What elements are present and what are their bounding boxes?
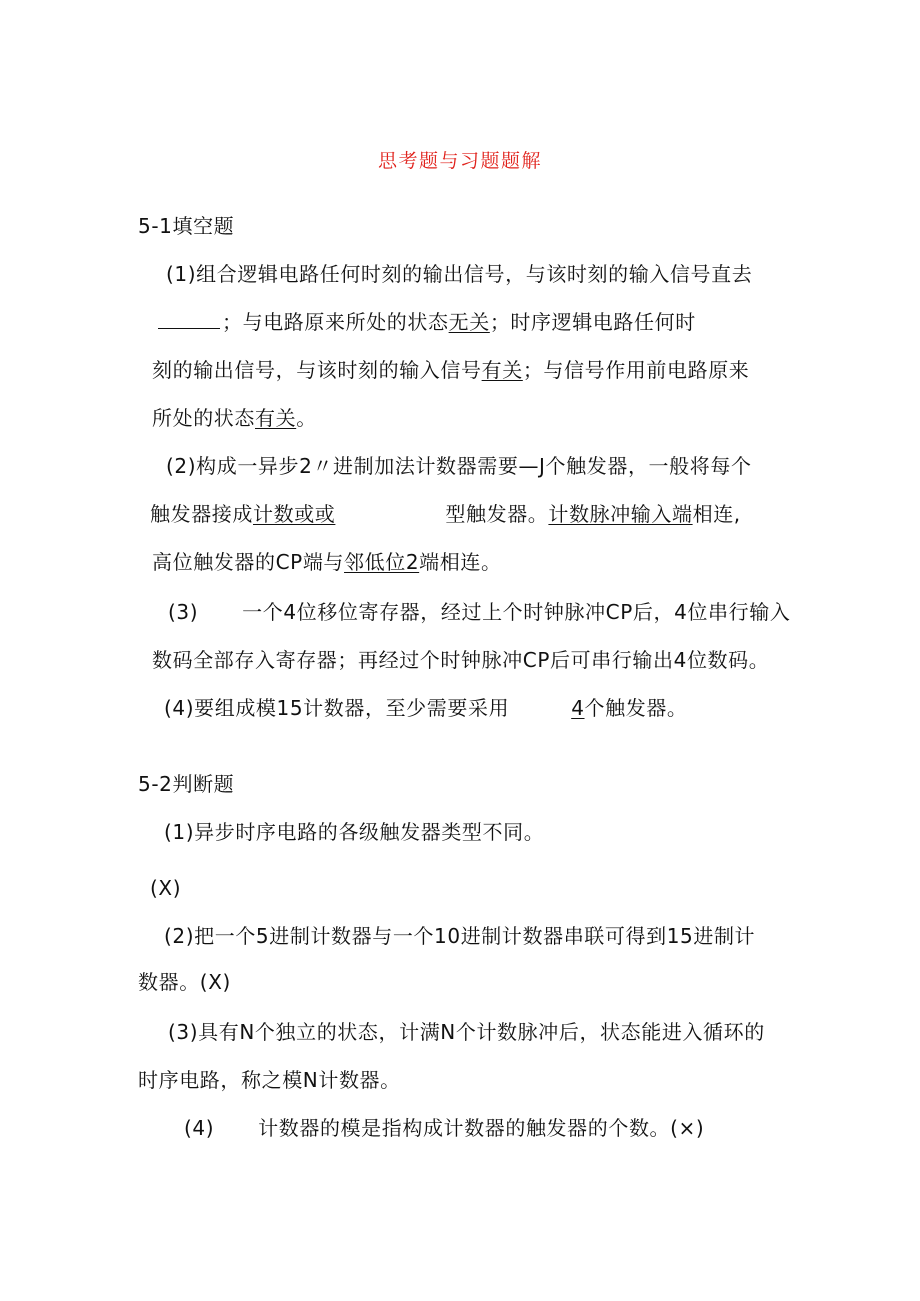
answer-underlined: 邻低位2 — [344, 550, 420, 574]
answer-underlined: 计数或或 — [253, 502, 336, 526]
answer-underlined: 有关 — [255, 406, 297, 430]
q2-line3: 高位触发器的CP端与邻低位2端相连。 — [152, 550, 502, 574]
page-title: 思考题与习题题解 — [377, 150, 542, 172]
j1-answer: (X) — [150, 876, 182, 900]
answer-underlined: 无关 — [448, 310, 490, 334]
q3-line2: 数码全部存入寄存器；再经过个时钟脉冲CP后可串行输出4位数码。 — [152, 648, 770, 672]
q1-line3: 刻的输出信号，与该时刻的输入信号有关；与信号作用前电路原来 — [152, 358, 750, 382]
answer-underlined: 4 — [571, 696, 585, 720]
answer-underlined: 有关 — [481, 358, 523, 382]
q1-line2: ；与电路原来所处的状态无关；时序逻辑电路任何时 — [158, 308, 696, 336]
q1-line1: (1)组合逻辑电路任何时刻的输出信号，与该时刻的输入信号直去 — [166, 262, 753, 286]
j3-line1: (3)具有N个独立的状态，计满N个计数脉冲后，状态能进入循环的 — [168, 1020, 765, 1044]
j3-line2: 时序电路，称之模N计数器。 — [138, 1068, 401, 1092]
answer-underlined: 计数脉冲输入端 — [548, 502, 693, 526]
q2-line2: 触发器接成计数或或 型触发器。计数脉冲输入端相连, — [150, 502, 741, 526]
j2-line1: (2)把一个5进制计数器与一个10进制计数器串联可得到15进制计 — [164, 924, 756, 948]
j2-line2: 数器。(X) — [138, 970, 231, 994]
q2-line1: (2)构成一异步2〃进制加法计数器需要—J个触发器，一般将每个 — [166, 454, 752, 478]
j4-line1: (4) 计数器的模是指构成计数器的触发器的个数。(×) — [184, 1116, 705, 1140]
answer-blank — [158, 308, 220, 329]
j1-line1: (1)异步时序电路的各级触发器类型不同。 — [164, 820, 545, 844]
q1-line4: 所处的状态有关。 — [152, 406, 317, 430]
q3-line1: (3) 一个4位移位寄存器，经过上个时钟脉冲CP后，4位串行输入 — [168, 600, 791, 624]
q4-line: (4)要组成模15计数器，至少需要采用 4个触发器。 — [164, 696, 688, 720]
section-heading-judgement: 5-2判断题 — [138, 772, 235, 796]
section-heading-fill-blank: 5-1填空题 — [138, 214, 235, 238]
